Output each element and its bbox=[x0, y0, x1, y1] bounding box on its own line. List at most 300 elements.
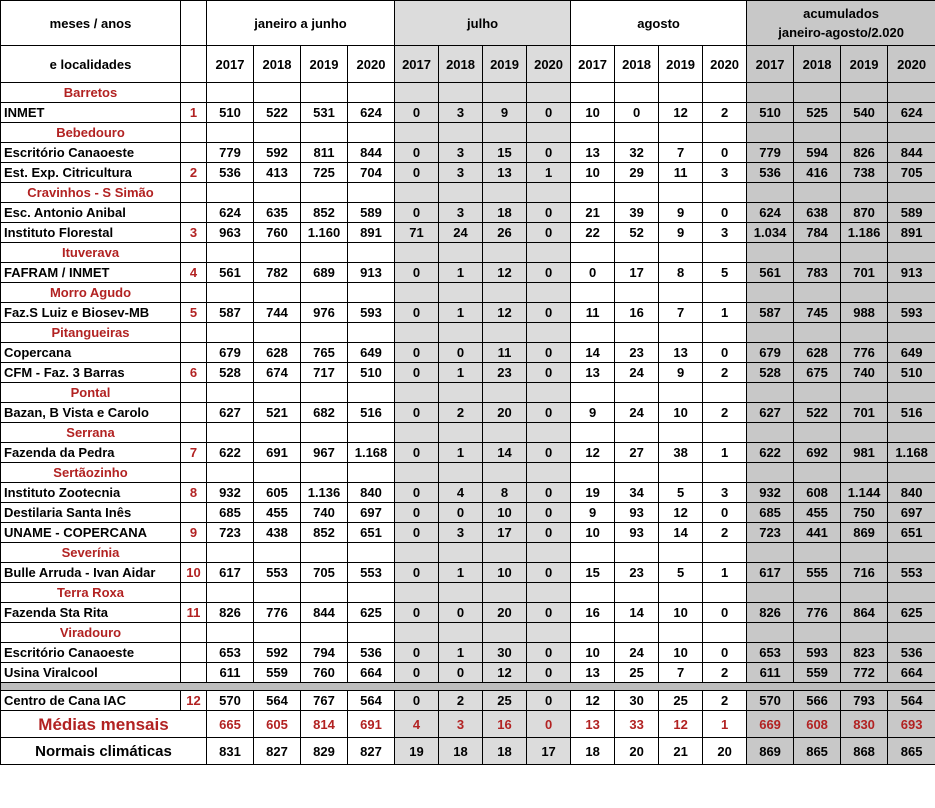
header-julho: julho bbox=[395, 1, 571, 46]
value-cell: 559 bbox=[254, 663, 301, 683]
value-cell: 593 bbox=[888, 303, 935, 323]
locality-row bbox=[1, 243, 935, 263]
value-cell: 564 bbox=[888, 691, 935, 711]
value-cell: 1 bbox=[439, 303, 483, 323]
value-cell: 10 bbox=[483, 563, 527, 583]
station-number bbox=[181, 663, 207, 683]
value-cell: 10 bbox=[659, 403, 703, 423]
station-row bbox=[1, 483, 935, 503]
value-cell: 664 bbox=[888, 663, 935, 683]
station-row bbox=[1, 523, 935, 543]
value-cell: 561 bbox=[207, 263, 254, 283]
station-number: 2 bbox=[181, 163, 207, 183]
value-cell: 93 bbox=[615, 523, 659, 543]
value-cell: 932 bbox=[747, 483, 794, 503]
value-cell: 869 bbox=[841, 523, 888, 543]
value-cell: 1 bbox=[703, 303, 747, 323]
station-number: 6 bbox=[181, 363, 207, 383]
locality-name: Morro Agudo bbox=[1, 283, 181, 303]
station-name: FAFRAM / INMET bbox=[1, 263, 181, 283]
value-cell: 0 bbox=[395, 691, 439, 711]
value-cell: 525 bbox=[794, 103, 841, 123]
value-cell: 740 bbox=[301, 503, 348, 523]
value-cell: 19 bbox=[571, 483, 615, 503]
station-row bbox=[1, 163, 935, 183]
year-header: 2018 bbox=[794, 46, 841, 83]
value-cell: 553 bbox=[254, 563, 301, 583]
locality-name: Cravinhos - S Simão bbox=[1, 183, 181, 203]
summary-value: 869 bbox=[747, 738, 794, 765]
station-name: Esc. Antonio Anibal bbox=[1, 203, 181, 223]
value-cell: 628 bbox=[794, 343, 841, 363]
value-cell: 1 bbox=[439, 643, 483, 663]
value-cell: 0 bbox=[395, 663, 439, 683]
value-cell: 3 bbox=[703, 223, 747, 243]
value-cell: 782 bbox=[254, 263, 301, 283]
header-agosto: agosto bbox=[571, 1, 747, 46]
value-cell: 8 bbox=[659, 263, 703, 283]
value-cell: 744 bbox=[254, 303, 301, 323]
value-cell: 522 bbox=[794, 403, 841, 423]
value-cell: 628 bbox=[254, 343, 301, 363]
value-cell: 679 bbox=[747, 343, 794, 363]
value-cell: 0 bbox=[703, 203, 747, 223]
value-cell: 664 bbox=[348, 663, 395, 683]
value-cell: 2 bbox=[703, 691, 747, 711]
value-cell: 0 bbox=[395, 483, 439, 503]
value-cell: 826 bbox=[207, 603, 254, 623]
value-cell: 3 bbox=[703, 163, 747, 183]
value-cell: 536 bbox=[747, 163, 794, 183]
value-cell: 16 bbox=[571, 603, 615, 623]
value-cell: 9 bbox=[483, 103, 527, 123]
value-cell: 2 bbox=[703, 523, 747, 543]
value-cell: 24 bbox=[439, 223, 483, 243]
station-name: Fazenda Sta Rita bbox=[1, 603, 181, 623]
value-cell: 23 bbox=[615, 563, 659, 583]
station-row bbox=[1, 103, 935, 123]
value-cell: 0 bbox=[571, 263, 615, 283]
value-cell: 0 bbox=[703, 143, 747, 163]
value-cell: 723 bbox=[207, 523, 254, 543]
value-cell: 725 bbox=[301, 163, 348, 183]
value-cell: 840 bbox=[888, 483, 935, 503]
value-cell: 17 bbox=[615, 263, 659, 283]
value-cell: 522 bbox=[254, 103, 301, 123]
year-header: 2018 bbox=[615, 46, 659, 83]
normais-label: Normais climáticas bbox=[1, 738, 207, 765]
value-cell: 1 bbox=[439, 263, 483, 283]
value-cell: 21 bbox=[571, 203, 615, 223]
value-cell: 93 bbox=[615, 503, 659, 523]
value-cell: 794 bbox=[301, 643, 348, 663]
value-cell: 717 bbox=[301, 363, 348, 383]
summary-value: 0 bbox=[527, 711, 571, 738]
value-cell: 0 bbox=[527, 203, 571, 223]
value-cell: 0 bbox=[395, 263, 439, 283]
value-cell: 0 bbox=[395, 343, 439, 363]
value-cell: 25 bbox=[615, 663, 659, 683]
station-row bbox=[1, 503, 935, 523]
value-cell: 2 bbox=[439, 403, 483, 423]
value-cell: 16 bbox=[615, 303, 659, 323]
value-cell: 745 bbox=[794, 303, 841, 323]
summary-value: 868 bbox=[841, 738, 888, 765]
value-cell: 71 bbox=[395, 223, 439, 243]
value-cell: 765 bbox=[301, 343, 348, 363]
corner-header-bottom: e localidades bbox=[1, 46, 181, 83]
header-jan-jun: janeiro a junho bbox=[207, 1, 395, 46]
locality-name: Viradouro bbox=[1, 623, 181, 643]
value-cell: 3 bbox=[439, 103, 483, 123]
station-number: 10 bbox=[181, 563, 207, 583]
locality-row bbox=[1, 123, 935, 143]
value-cell: 11 bbox=[659, 163, 703, 183]
value-cell: 0 bbox=[703, 603, 747, 623]
value-cell: 20 bbox=[483, 403, 527, 423]
value-cell: 455 bbox=[794, 503, 841, 523]
year-header: 2020 bbox=[888, 46, 935, 83]
locality-name: Pontal bbox=[1, 383, 181, 403]
year-header: 2019 bbox=[841, 46, 888, 83]
station-number: 1 bbox=[181, 103, 207, 123]
value-cell: 10 bbox=[571, 103, 615, 123]
summary-value: 20 bbox=[703, 738, 747, 765]
value-cell: 963 bbox=[207, 223, 254, 243]
summary-value: 665 bbox=[207, 711, 254, 738]
locality-row bbox=[1, 283, 935, 303]
value-cell: 738 bbox=[841, 163, 888, 183]
summary-value: 13 bbox=[571, 711, 615, 738]
value-cell: 674 bbox=[254, 363, 301, 383]
value-cell: 625 bbox=[348, 603, 395, 623]
value-cell: 593 bbox=[348, 303, 395, 323]
corner-header-top: meses / anos bbox=[1, 1, 181, 46]
value-cell: 9 bbox=[659, 203, 703, 223]
value-cell: 536 bbox=[348, 643, 395, 663]
locality-name: Sertãozinho bbox=[1, 463, 181, 483]
value-cell: 416 bbox=[794, 163, 841, 183]
value-cell: 27 bbox=[615, 443, 659, 463]
value-cell: 9 bbox=[571, 503, 615, 523]
value-cell: 617 bbox=[207, 563, 254, 583]
value-cell: 617 bbox=[747, 563, 794, 583]
value-cell: 932 bbox=[207, 483, 254, 503]
value-cell: 651 bbox=[888, 523, 935, 543]
locality-name: Terra Roxa bbox=[1, 583, 181, 603]
value-cell: 844 bbox=[348, 143, 395, 163]
value-cell: 701 bbox=[841, 263, 888, 283]
value-cell: 0 bbox=[527, 303, 571, 323]
locality-row bbox=[1, 583, 935, 603]
station-number: 4 bbox=[181, 263, 207, 283]
value-cell: 15 bbox=[483, 143, 527, 163]
summary-value: 33 bbox=[615, 711, 659, 738]
value-cell: 0 bbox=[395, 643, 439, 663]
value-cell: 682 bbox=[301, 403, 348, 423]
value-cell: 611 bbox=[207, 663, 254, 683]
value-cell: 1.168 bbox=[888, 443, 935, 463]
value-cell: 5 bbox=[703, 263, 747, 283]
year-header: 2017 bbox=[747, 46, 794, 83]
value-cell: 3 bbox=[703, 483, 747, 503]
value-cell: 913 bbox=[888, 263, 935, 283]
value-cell: 697 bbox=[348, 503, 395, 523]
summary-value: 20 bbox=[615, 738, 659, 765]
summary-value: 814 bbox=[301, 711, 348, 738]
value-cell: 13 bbox=[571, 363, 615, 383]
value-cell: 12 bbox=[659, 103, 703, 123]
value-cell: 561 bbox=[747, 263, 794, 283]
medias-row bbox=[1, 711, 935, 738]
station-name: Centro de Cana IAC bbox=[1, 691, 181, 711]
value-cell: 0 bbox=[527, 343, 571, 363]
value-cell: 649 bbox=[348, 343, 395, 363]
value-cell: 528 bbox=[747, 363, 794, 383]
station-name: Instituto Florestal bbox=[1, 223, 181, 243]
station-name: Bulle Arruda - Ivan Aidar bbox=[1, 563, 181, 583]
value-cell: 627 bbox=[747, 403, 794, 423]
value-cell: 608 bbox=[794, 483, 841, 503]
summary-value: 19 bbox=[395, 738, 439, 765]
value-cell: 2 bbox=[703, 103, 747, 123]
value-cell: 4 bbox=[439, 483, 483, 503]
value-cell: 11 bbox=[483, 343, 527, 363]
station-number: 3 bbox=[181, 223, 207, 243]
value-cell: 0 bbox=[395, 503, 439, 523]
value-cell: 22 bbox=[571, 223, 615, 243]
locality-name: Bebedouro bbox=[1, 123, 181, 143]
value-cell: 692 bbox=[794, 443, 841, 463]
value-cell: 0 bbox=[439, 663, 483, 683]
station-number: 11 bbox=[181, 603, 207, 623]
value-cell: 12 bbox=[571, 691, 615, 711]
station-row bbox=[1, 303, 935, 323]
value-cell: 624 bbox=[207, 203, 254, 223]
station-row bbox=[1, 143, 935, 163]
value-cell: 30 bbox=[615, 691, 659, 711]
value-cell: 0 bbox=[527, 443, 571, 463]
summary-value: 4 bbox=[395, 711, 439, 738]
value-cell: 840 bbox=[348, 483, 395, 503]
locality-row bbox=[1, 383, 935, 403]
value-cell: 0 bbox=[527, 643, 571, 663]
value-cell: 1 bbox=[439, 563, 483, 583]
value-cell: 760 bbox=[254, 223, 301, 243]
value-cell: 12 bbox=[483, 263, 527, 283]
value-cell: 38 bbox=[659, 443, 703, 463]
value-cell: 2 bbox=[703, 403, 747, 423]
value-cell: 536 bbox=[207, 163, 254, 183]
station-row bbox=[1, 203, 935, 223]
locality-name: Serrana bbox=[1, 423, 181, 443]
value-cell: 622 bbox=[207, 443, 254, 463]
value-cell: 981 bbox=[841, 443, 888, 463]
value-cell: 593 bbox=[794, 643, 841, 663]
value-cell: 528 bbox=[207, 363, 254, 383]
value-cell: 1 bbox=[703, 563, 747, 583]
value-cell: 685 bbox=[747, 503, 794, 523]
value-cell: 12 bbox=[483, 663, 527, 683]
station-number: 7 bbox=[181, 443, 207, 463]
station-name: Bazan, B Vista e Carolo bbox=[1, 403, 181, 423]
value-cell: 14 bbox=[615, 603, 659, 623]
normais-row bbox=[1, 738, 935, 765]
station-row bbox=[1, 403, 935, 423]
locality-name: Severínia bbox=[1, 543, 181, 563]
value-cell: 3 bbox=[439, 163, 483, 183]
value-cell: 611 bbox=[747, 663, 794, 683]
locality-name: Barretos bbox=[1, 83, 181, 103]
station-name: Faz.S Luiz e Biosev-MB bbox=[1, 303, 181, 323]
value-cell: 24 bbox=[615, 403, 659, 423]
value-cell: 793 bbox=[841, 691, 888, 711]
year-header: 2017 bbox=[571, 46, 615, 83]
value-cell: 0 bbox=[527, 263, 571, 283]
value-cell: 0 bbox=[527, 363, 571, 383]
station-number bbox=[181, 143, 207, 163]
station-row bbox=[1, 363, 935, 383]
value-cell: 34 bbox=[615, 483, 659, 503]
summary-value: 827 bbox=[254, 738, 301, 765]
value-cell: 0 bbox=[527, 223, 571, 243]
value-cell: 0 bbox=[615, 103, 659, 123]
value-cell: 967 bbox=[301, 443, 348, 463]
value-cell: 441 bbox=[794, 523, 841, 543]
summary-value: 669 bbox=[747, 711, 794, 738]
value-cell: 1 bbox=[439, 363, 483, 383]
year-header: 2018 bbox=[254, 46, 301, 83]
value-cell: 9 bbox=[571, 403, 615, 423]
value-cell: 0 bbox=[395, 203, 439, 223]
value-cell: 701 bbox=[841, 403, 888, 423]
value-cell: 10 bbox=[659, 643, 703, 663]
value-cell: 624 bbox=[747, 203, 794, 223]
value-cell: 594 bbox=[794, 143, 841, 163]
value-cell: 14 bbox=[571, 343, 615, 363]
value-cell: 1 bbox=[439, 443, 483, 463]
value-cell: 723 bbox=[747, 523, 794, 543]
station-number bbox=[181, 503, 207, 523]
summary-value: 17 bbox=[527, 738, 571, 765]
value-cell: 705 bbox=[301, 563, 348, 583]
locality-name: Ituverava bbox=[1, 243, 181, 263]
value-cell: 0 bbox=[527, 143, 571, 163]
value-cell: 776 bbox=[254, 603, 301, 623]
summary-value: 831 bbox=[207, 738, 254, 765]
value-cell: 1.144 bbox=[841, 483, 888, 503]
summary-value: 608 bbox=[794, 711, 841, 738]
value-cell: 691 bbox=[254, 443, 301, 463]
value-cell: 784 bbox=[794, 223, 841, 243]
value-cell: 29 bbox=[615, 163, 659, 183]
locality-row bbox=[1, 183, 935, 203]
value-cell: 0 bbox=[527, 563, 571, 583]
value-cell: 750 bbox=[841, 503, 888, 523]
value-cell: 760 bbox=[301, 663, 348, 683]
value-cell: 516 bbox=[888, 403, 935, 423]
value-cell: 624 bbox=[348, 103, 395, 123]
value-cell: 10 bbox=[571, 163, 615, 183]
station-row bbox=[1, 443, 935, 463]
value-cell: 976 bbox=[301, 303, 348, 323]
value-cell: 767 bbox=[301, 691, 348, 711]
value-cell: 0 bbox=[527, 503, 571, 523]
station-name: INMET bbox=[1, 103, 181, 123]
value-cell: 5 bbox=[659, 563, 703, 583]
value-cell: 11 bbox=[571, 303, 615, 323]
value-cell: 13 bbox=[571, 663, 615, 683]
summary-value: 12 bbox=[659, 711, 703, 738]
value-cell: 25 bbox=[483, 691, 527, 711]
value-cell: 844 bbox=[888, 143, 935, 163]
locality-name: Pitangueiras bbox=[1, 323, 181, 343]
value-cell: 0 bbox=[527, 523, 571, 543]
year-header: 2019 bbox=[483, 46, 527, 83]
value-cell: 3 bbox=[439, 523, 483, 543]
value-cell: 779 bbox=[747, 143, 794, 163]
station-name: Fazenda da Pedra bbox=[1, 443, 181, 463]
value-cell: 649 bbox=[888, 343, 935, 363]
value-cell: 776 bbox=[841, 343, 888, 363]
value-cell: 852 bbox=[301, 203, 348, 223]
value-cell: 988 bbox=[841, 303, 888, 323]
value-cell: 39 bbox=[615, 203, 659, 223]
value-cell: 772 bbox=[841, 663, 888, 683]
value-cell: 587 bbox=[207, 303, 254, 323]
value-cell: 716 bbox=[841, 563, 888, 583]
value-cell: 1.160 bbox=[301, 223, 348, 243]
value-cell: 870 bbox=[841, 203, 888, 223]
station-name: Est. Exp. Citricultura bbox=[1, 163, 181, 183]
value-cell: 844 bbox=[301, 603, 348, 623]
year-header: 2019 bbox=[659, 46, 703, 83]
year-header: 2019 bbox=[301, 46, 348, 83]
value-cell: 12 bbox=[571, 443, 615, 463]
value-cell: 740 bbox=[841, 363, 888, 383]
value-cell: 18 bbox=[483, 203, 527, 223]
value-cell: 24 bbox=[615, 643, 659, 663]
locality-row bbox=[1, 83, 935, 103]
value-cell: 10 bbox=[659, 603, 703, 623]
summary-value: 691 bbox=[348, 711, 395, 738]
value-cell: 679 bbox=[207, 343, 254, 363]
value-cell: 510 bbox=[207, 103, 254, 123]
station-name: Copercana bbox=[1, 343, 181, 363]
value-cell: 14 bbox=[483, 443, 527, 463]
station-number bbox=[181, 203, 207, 223]
value-cell: 13 bbox=[483, 163, 527, 183]
value-cell: 25 bbox=[659, 691, 703, 711]
station-name: Usina Viralcool bbox=[1, 663, 181, 683]
value-cell: 15 bbox=[571, 563, 615, 583]
year-header: 2020 bbox=[527, 46, 571, 83]
value-cell: 5 bbox=[659, 483, 703, 503]
value-cell: 0 bbox=[439, 603, 483, 623]
value-cell: 589 bbox=[888, 203, 935, 223]
value-cell: 0 bbox=[527, 603, 571, 623]
summary-value: 1 bbox=[703, 711, 747, 738]
station-number bbox=[181, 403, 207, 423]
summary-value: 829 bbox=[301, 738, 348, 765]
value-cell: 10 bbox=[571, 523, 615, 543]
value-cell: 521 bbox=[254, 403, 301, 423]
station-name: Escritório Canaoeste bbox=[1, 143, 181, 163]
value-cell: 564 bbox=[348, 691, 395, 711]
value-cell: 0 bbox=[395, 523, 439, 543]
summary-value: 18 bbox=[439, 738, 483, 765]
value-cell: 592 bbox=[254, 643, 301, 663]
